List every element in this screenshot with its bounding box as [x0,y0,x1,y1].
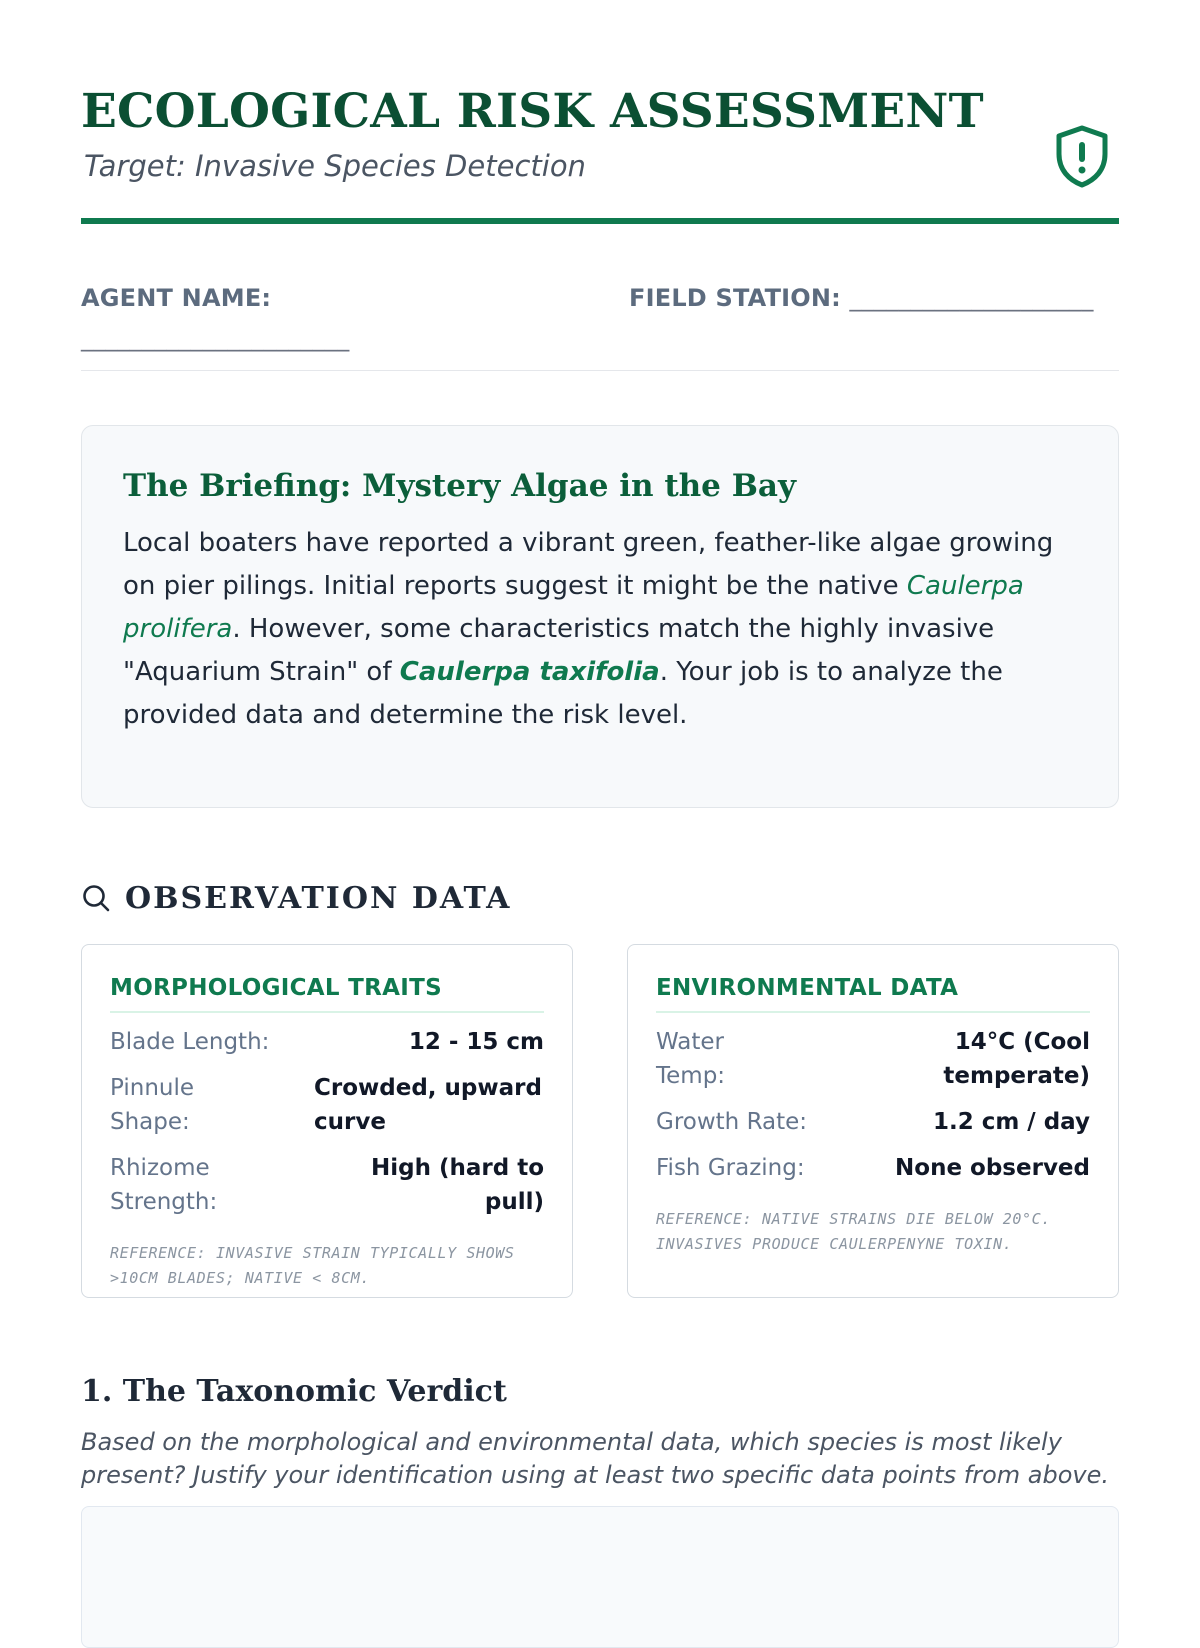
field-station-label: FIELD STATION: [629,284,841,312]
row-value: None observed [895,1155,1090,1181]
page-title: ECOLOGICAL RISK ASSESSMENT [81,84,984,139]
morphological-card [81,944,573,1298]
species-invasive: Caulerpa taxifolia [399,657,660,687]
card-title: ENVIRONMENTAL DATA [656,973,1090,1013]
row-label: Pinnule Shape: [110,1075,195,1135]
row-label: Water Temp: [656,1029,726,1089]
reference-note: REFERENCE: NATIVE STRAINS DIE BELOW 20°C. INVASIVES PRODUCE CAULERPENYNE TOXIN. [656,1210,1051,1253]
row-label: Growth Rate: [656,1109,808,1135]
search-icon [81,883,111,913]
row-value: 1.2 cm / day [932,1109,1090,1135]
row-value: Crowded, upward curve [314,1075,542,1135]
data-row [656,1105,1090,1139]
briefing-text-part-3: . Your job is to analyze the provided data and determine the risk level. [123,657,1003,730]
data-row [656,1151,1090,1185]
header [81,0,1119,224]
question-1-title: 1. The Taxonomic Verdict [81,1374,507,1409]
field-station-field[interactable] [629,278,1094,318]
row-value: 12 - 15 cm [408,1029,544,1055]
row-label: Blade Length: [110,1029,270,1055]
observation-cards [81,944,1119,1298]
data-row [110,1151,544,1219]
briefing-text-part-1: Local boaters have reported a vibrant green, feather-like algae growing on pier pilings. Initial reports suggest it might be the native [123,528,1054,601]
environmental-card [627,944,1119,1298]
card-title: MORPHOLOGICAL TRAITS [110,973,544,1013]
agent-name-blank[interactable]: ______________________ [81,324,350,352]
observation-header [81,878,1119,918]
row-label: Rhizome Strength: [110,1155,218,1215]
observation-title: OBSERVATION DATA [125,880,512,916]
row-label: Fish Grazing: [656,1155,805,1181]
briefing-box [81,425,1119,808]
briefing-text [123,522,1078,737]
agent-name-field[interactable] [81,278,481,358]
agent-name-label: AGENT NAME: [81,284,272,312]
agent-fields [81,224,1119,371]
row-value: 14°C (Cool temperate) [943,1029,1090,1089]
question-1-prompt: Based on the morphological and environmental data, which species is most likely present? Justify your identification using at least two specific data points from above. [81,1428,1110,1489]
page-subtitle: Target: Invasive Species Detection [84,149,586,183]
question-1-answer-box[interactable] [81,1506,1119,1648]
row-value: High (hard to pull) [371,1155,544,1215]
species-native: Caulerpa prolifera [123,571,1024,644]
data-row [110,1025,544,1059]
briefing-text-part-2: . However, some characteristics match the highly invasive "Aquarium Strain" of [123,614,995,687]
data-row [656,1025,1090,1093]
field-station-blank[interactable]: ____________________ [849,284,1094,312]
data-row [110,1071,544,1139]
shield-alert-icon [1053,124,1111,188]
briefing-title: The Briefing: Mystery Algae in the Bay [123,468,796,504]
reference-note: REFERENCE: INVASIVE STRAIN TYPICALLY SHOWS >10CM BLADES; NATIVE < 8CM. [110,1244,515,1287]
